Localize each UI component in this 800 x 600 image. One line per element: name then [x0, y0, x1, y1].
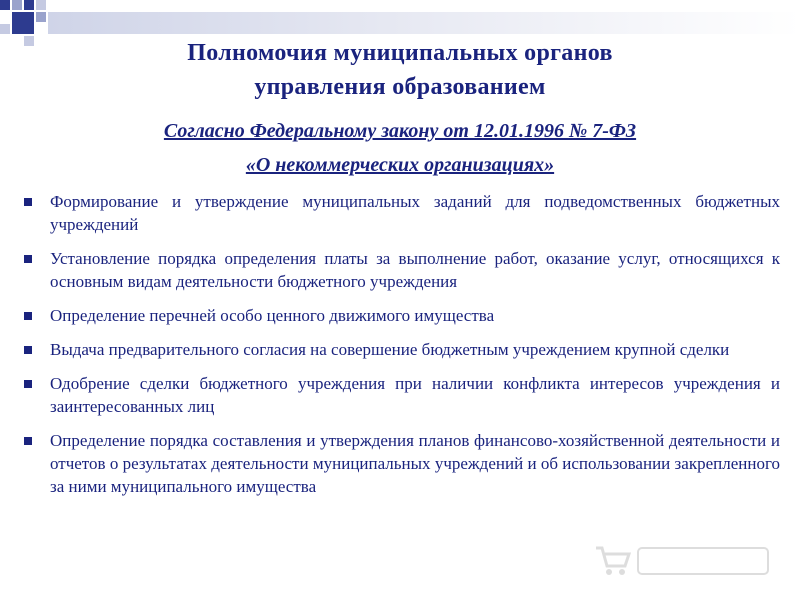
list-item [22, 304, 780, 327]
list-item [22, 247, 780, 293]
list-item [22, 429, 780, 498]
header-square-decoration [12, 0, 22, 10]
law-reference: Согласно Федеральному закону от 12.01.1996 № 7-ФЗ [163, 120, 637, 142]
list-item-text: Одобрение сделки бюджетного учреждения при наличии конфликта интересов учреждения и заинтересованных лиц [50, 374, 780, 416]
cart-logo-watermark-icon [592, 540, 772, 580]
slide-title-line2: управления образованием [254, 74, 546, 100]
square-bullet-icon [24, 346, 32, 354]
square-bullet-icon [24, 437, 32, 445]
header-square-decoration [0, 0, 10, 10]
square-bullet-icon [24, 255, 32, 263]
header-square-decoration [24, 0, 34, 10]
header-square-decoration [36, 12, 46, 22]
list-item-text: Определение порядка составления и утверждения планов финансово-хозяйственной деятельности и отчетов о результатах деятельности муниципальных учреждений и об использовании закрепленного за ними муниципального имущества [50, 431, 780, 496]
list-item-text: Установление порядка определения платы за выполнение работ, оказание услуг, относящихся к основным видам деятельности бюджетного учреждения [50, 249, 780, 291]
header-square-decoration [12, 12, 34, 34]
list-item-text: Определение перечней особо ценного движимого имущества [50, 306, 495, 325]
list-item [22, 338, 780, 361]
list-item [22, 372, 780, 418]
slide-title-line1: Полномочия муниципальных органов [187, 40, 613, 66]
law-name: «О некоммерческих организациях» [245, 154, 555, 176]
square-bullet-icon [24, 380, 32, 388]
header-square-decoration [36, 0, 46, 10]
list-item [22, 190, 780, 236]
square-bullet-icon [24, 198, 32, 206]
list-item-text: Формирование и утверждение муниципальных заданий для подведомственных бюджетных учреждений [50, 192, 780, 234]
header-square-decoration [24, 36, 34, 46]
header-square-decoration [0, 24, 10, 34]
header-gradient-band [48, 12, 800, 34]
slide-title [100, 36, 700, 104]
square-bullet-icon [24, 312, 32, 320]
list-item-text: Выдача предварительного согласия на совершение бюджетным учреждением крупной сделки [50, 340, 730, 359]
powers-list [22, 190, 780, 509]
